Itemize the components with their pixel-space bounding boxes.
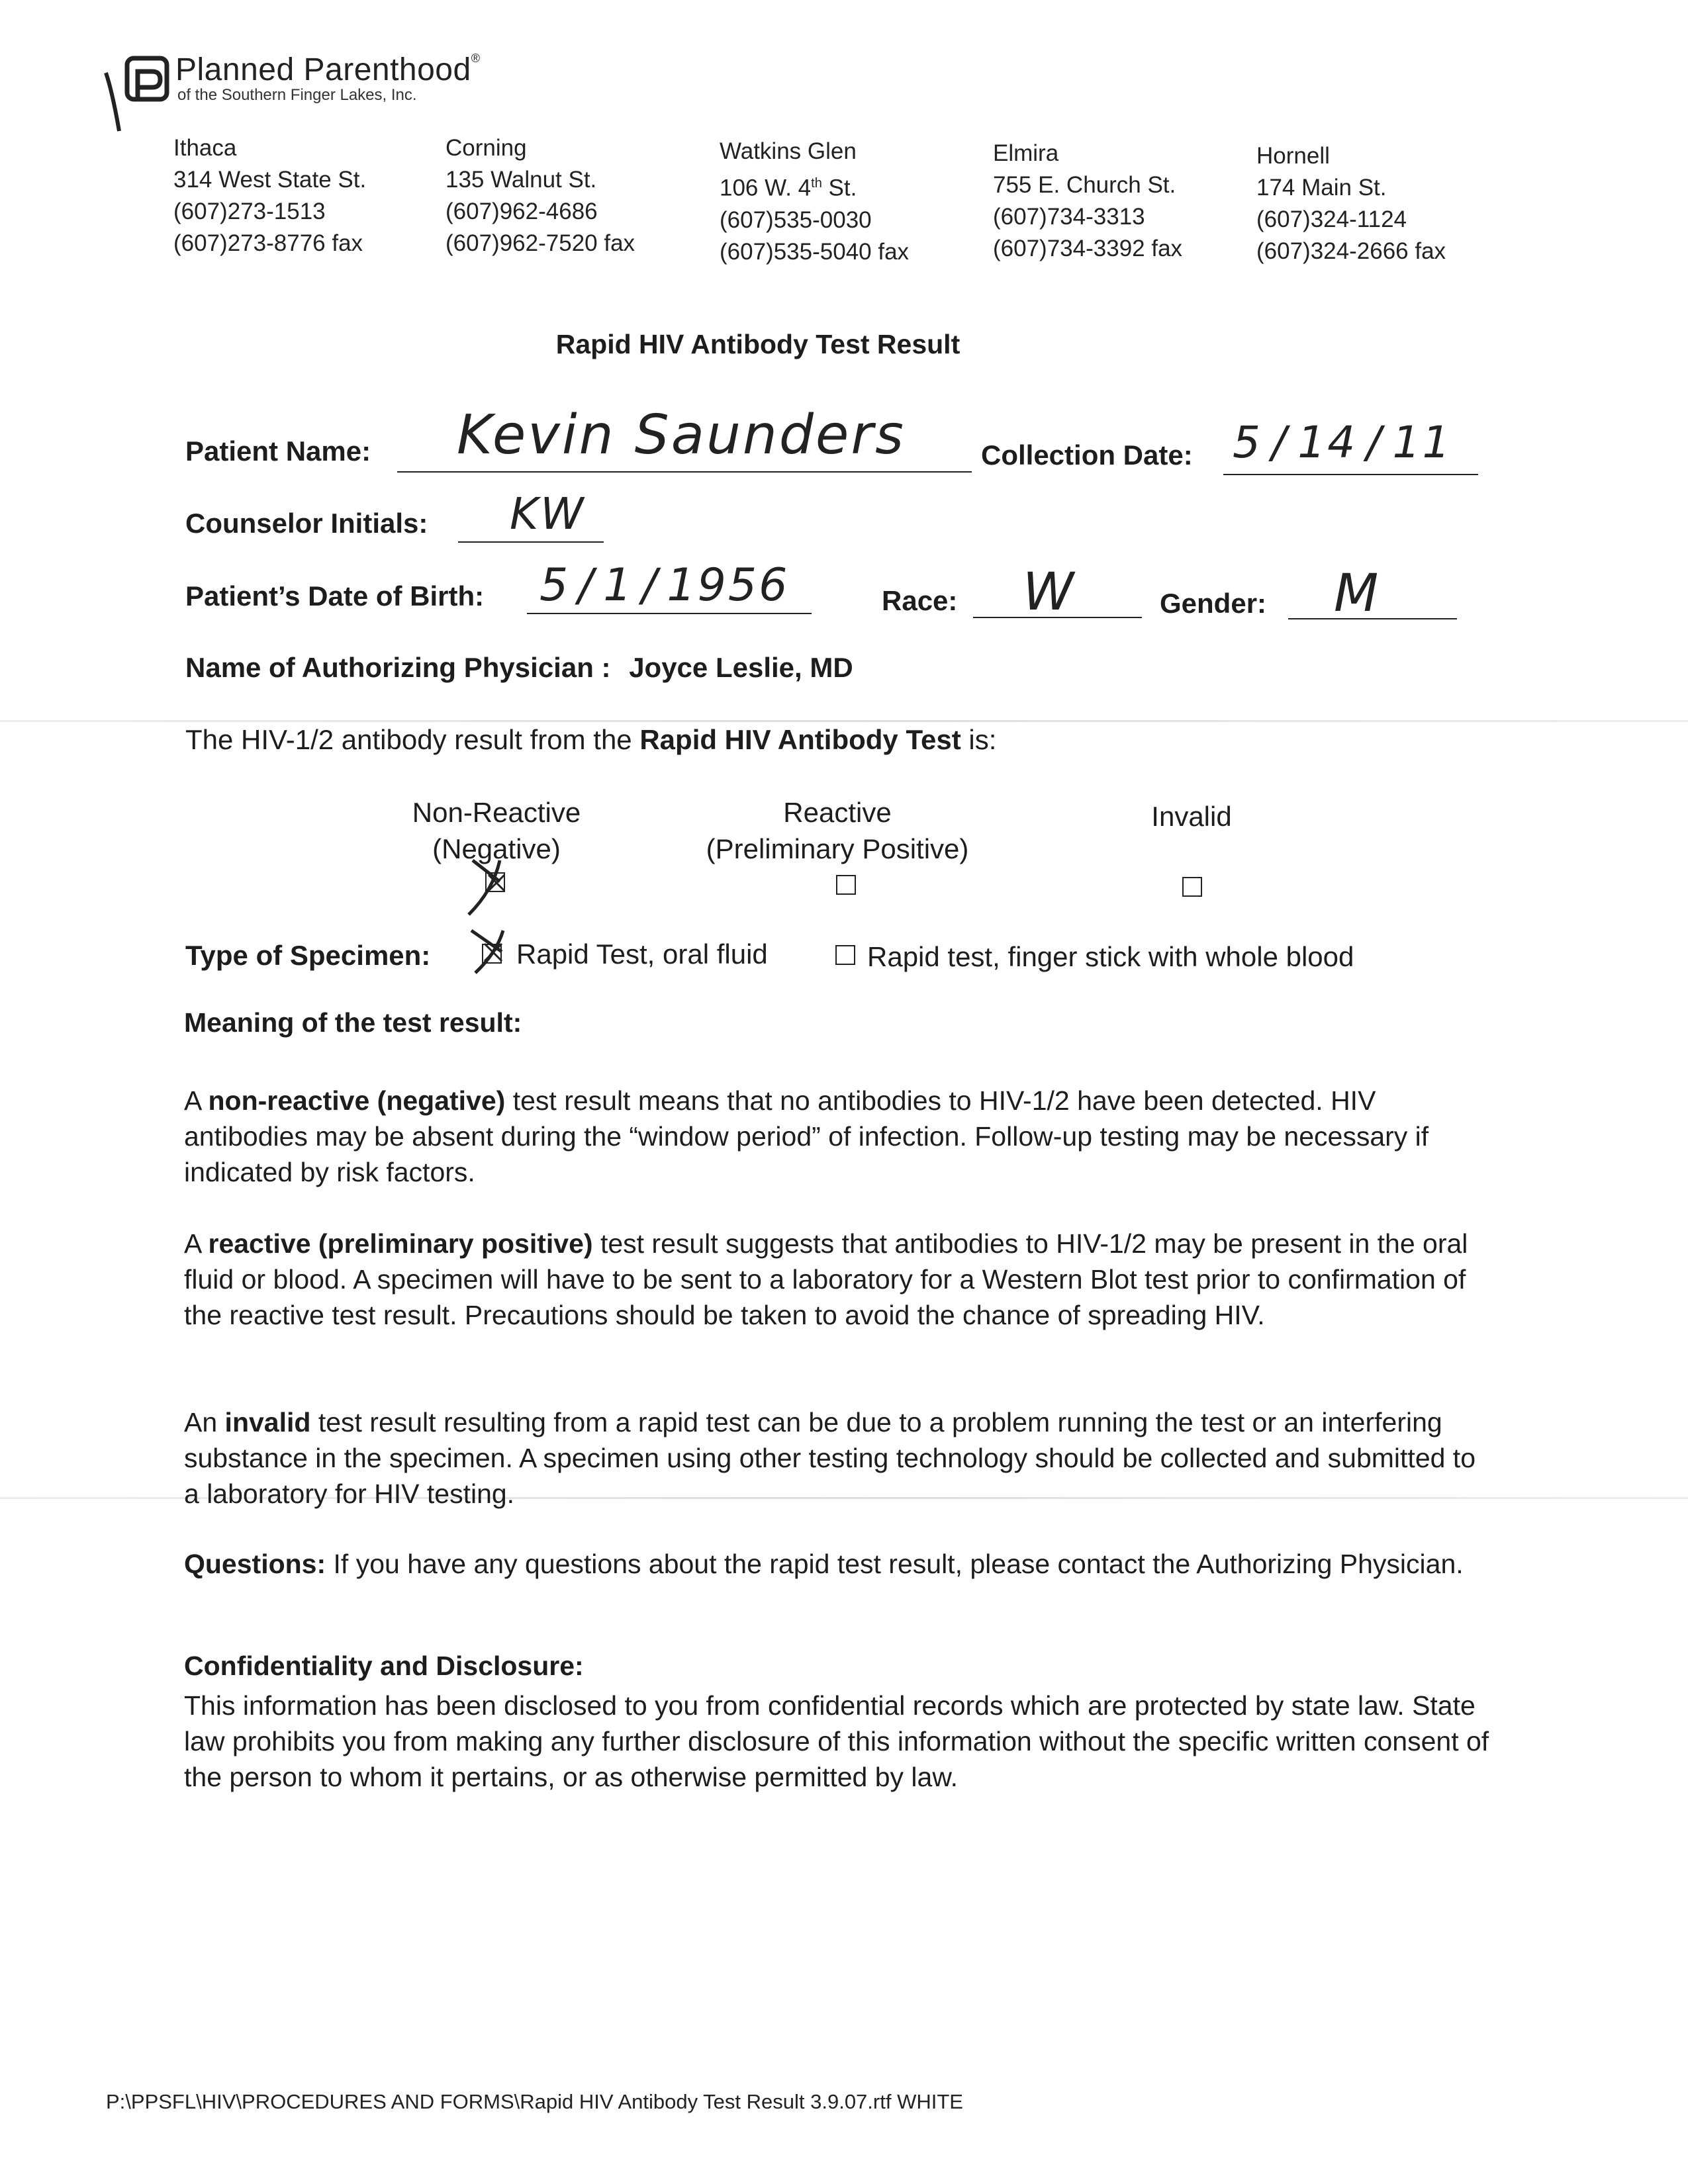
option-label: Reactive (783, 797, 892, 828)
office-street: 174 Main St. (1256, 175, 1387, 201)
org-name: Planned Parenthood® (175, 52, 481, 87)
form-title: Rapid HIV Antibody Test Result (555, 329, 961, 359)
dob-month: 5 (539, 559, 571, 612)
office-hornell (1256, 140, 1446, 267)
office-ithaca (173, 132, 366, 259)
dob-value[interactable]: 5 / 1 / 1956 (539, 559, 790, 612)
option-sublabel: Invalid (1151, 801, 1232, 832)
collection-year: 11 (1392, 417, 1452, 468)
office-phone: (607)273-1513 (173, 199, 326, 224)
counselor-initials-value[interactable]: KW (510, 488, 586, 539)
office-street: 106 W. 4th St. (720, 175, 857, 201)
physician-name: Joyce Leslie, MD (629, 652, 853, 683)
specimen-label: Type of Specimen: (185, 940, 431, 971)
meaning-heading: Meaning of the test result: (184, 1007, 522, 1038)
finger-stick-option[interactable]: Rapid test, finger stick with whole blood (867, 941, 1354, 972)
reactive-paragraph: A reactive (preliminary positive) test result suggests that antibodies to HIV-1/2 may be present in the oral fluid or blood. A specimen will have to be sent to a laboratory for a Western Blot test prior to confirmation of the reactive test result. Precautions should be taken to avoid the chance of spreading HIV. (184, 1228, 1468, 1330)
office-city: Ithaca (173, 135, 237, 161)
questions-paragraph: Questions: If you have any questions about the rapid test result, please contact the Authorizing Physician. (184, 1549, 1464, 1579)
office-city: Corning (445, 135, 527, 161)
gender-value[interactable]: M (1334, 564, 1381, 623)
planned-parenthood-logo-icon (99, 53, 172, 132)
office-street: 755 E. Church St. (993, 172, 1176, 198)
office-fax: (607)734-3392 fax (993, 236, 1183, 261)
counselor-initials-line (458, 541, 604, 543)
dob-line (527, 613, 812, 614)
office-fax: (607)273-8776 fax (173, 230, 363, 256)
reactive-checkbox[interactable] (836, 875, 856, 895)
office-phone: (607)535-0030 (720, 206, 872, 233)
collection-day: 14 (1297, 417, 1358, 468)
office-street: 135 Walnut St. (445, 167, 597, 193)
office-corning (445, 132, 635, 259)
office-city: Watkins Glen (720, 138, 857, 164)
fold-line (0, 720, 1688, 722)
finger-stick-checkbox[interactable] (835, 945, 855, 965)
patient-name-value[interactable]: Kevin Saunders (457, 404, 906, 467)
office-city: Elmira (993, 140, 1059, 166)
non-reactive-paragraph: A non-reactive (negative) test result means that no antibodies to HIV-1/2 have been detected. HIV antibodies may be absent during the “window period” of infection. Follow-up testing may be necessary if indicated by risk factors. (184, 1085, 1429, 1187)
collection-date-value[interactable]: 5 / 14 / 11 (1233, 417, 1452, 468)
collection-month: 5 (1233, 417, 1262, 468)
confidentiality-heading: Confidentiality and Disclosure: (184, 1651, 584, 1681)
race-value[interactable]: W (1023, 563, 1076, 622)
result-option-invalid[interactable] (1125, 798, 1258, 835)
office-street: 314 West State St. (173, 167, 367, 193)
dob-year: 1956 (667, 559, 790, 612)
collection-date-line (1223, 474, 1478, 475)
office-city: Hornell (1256, 143, 1330, 169)
counselor-initials-label: Counselor Initials: (185, 508, 428, 539)
dob-label: Patient’s Date of Birth: (185, 580, 485, 612)
file-path-footer: P:\PPSFL\HIV\PROCEDURES AND FORMS\Rapid HIV Antibody Test Result 3.9.07.rtf WHITE (106, 2090, 963, 2113)
org-subtitle: of the Southern Finger Lakes, Inc. (177, 86, 417, 104)
office-fax: (607)324-2666 fax (1256, 238, 1446, 264)
collection-date-label: Collection Date: (981, 439, 1193, 471)
check-mark-icon (463, 925, 523, 978)
office-elmira (993, 138, 1182, 265)
patient-name-label: Patient Name: (185, 435, 371, 467)
race-label: Race: (882, 585, 958, 616)
dob-day: 1 (603, 559, 634, 612)
physician-label: Name of Authorizing Physician : (185, 652, 611, 683)
office-phone: (607)962-4686 (445, 199, 598, 224)
result-intro: The HIV-1/2 antibody result from the Rapid HIV Antibody Test is: (185, 724, 997, 755)
office-phone: (607)324-1124 (1256, 206, 1407, 232)
option-label: Non-Reactive (412, 797, 581, 828)
result-option-reactive[interactable] (682, 794, 993, 867)
office-fax: (607)535-5040 fax (720, 238, 910, 265)
option-sublabel: (Negative) (432, 833, 561, 864)
office-phone: (607)734-3313 (993, 204, 1145, 230)
confidentiality-paragraph: This information has been disclosed to you from confidential records which are protected by state law. State law prohibits you from making any further disclosure of this information without the specific written consent of the person to whom it pertains, or as otherwise permitted by law. (184, 1690, 1489, 1792)
oral-fluid-option[interactable]: Rapid Test, oral fluid (516, 938, 768, 970)
invalid-checkbox[interactable] (1182, 877, 1202, 897)
invalid-paragraph: An invalid test result resulting from a rapid test can be due to a problem running the test or an interfering substance in the specimen. A specimen using other testing technology should be collected and submitted to a laboratory for HIV testing. (184, 1407, 1476, 1509)
gender-label: Gender: (1160, 588, 1267, 619)
check-mark-icon (463, 854, 523, 920)
physician-row (185, 652, 853, 684)
office-fax: (607)962-7520 fax (445, 230, 635, 256)
office-watkins-glen (720, 136, 909, 268)
option-sublabel: (Preliminary Positive) (706, 833, 969, 864)
patient-name-line (397, 471, 972, 473)
